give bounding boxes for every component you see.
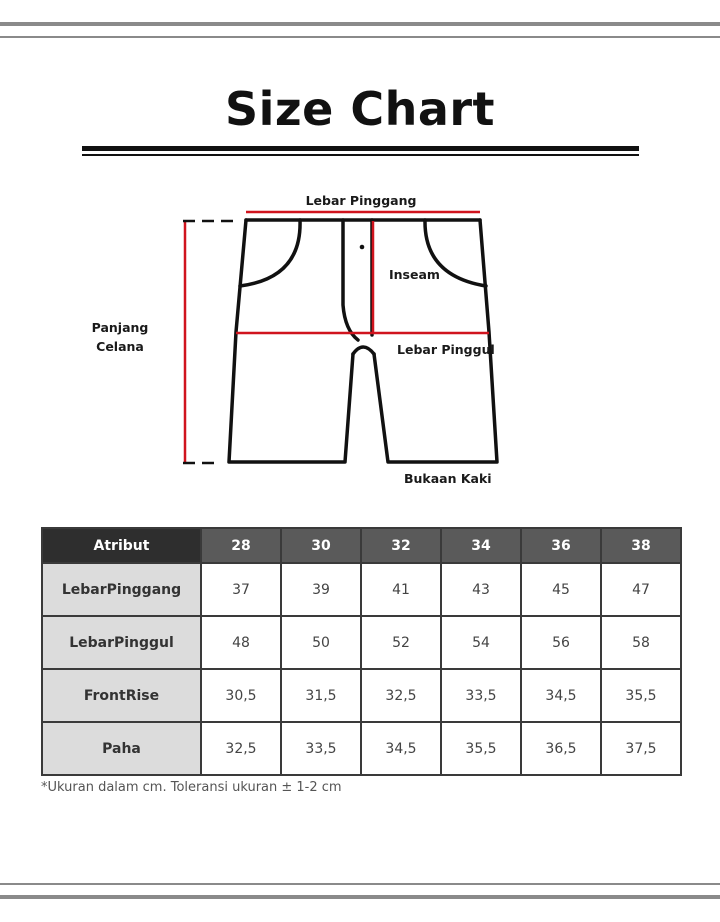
table-cell: 56 bbox=[521, 616, 601, 669]
bottom-border-line-thin bbox=[0, 883, 720, 885]
shorts-outline bbox=[229, 220, 497, 462]
button-dot bbox=[360, 245, 365, 250]
table-row bbox=[42, 563, 681, 616]
table-cell: 50 bbox=[281, 616, 361, 669]
table-cell: 33,5 bbox=[281, 722, 361, 775]
title-rule-thick bbox=[82, 146, 639, 151]
size-note: *Ukuran dalam cm. Toleransi ukuran ± 1-2 cm bbox=[41, 780, 342, 795]
left-pocket bbox=[240, 220, 300, 286]
hip-width-label: Lebar Pinggul bbox=[397, 342, 495, 357]
size-header: 32 bbox=[361, 528, 441, 563]
fly-left bbox=[343, 220, 358, 340]
size-header: 34 bbox=[441, 528, 521, 563]
table-cell: 37 bbox=[201, 563, 281, 616]
table-cell: 32,5 bbox=[201, 722, 281, 775]
table-cell: 45 bbox=[521, 563, 601, 616]
table-cell: 52 bbox=[361, 616, 441, 669]
table-cell: 41 bbox=[361, 563, 441, 616]
waist-width-label: Lebar Pinggang bbox=[305, 193, 417, 208]
row-label: LebarPinggang bbox=[42, 563, 201, 616]
row-label: FrontRise bbox=[42, 669, 201, 722]
size-table bbox=[41, 527, 682, 776]
table-cell: 33,5 bbox=[441, 669, 521, 722]
shorts-diagram bbox=[0, 180, 720, 500]
table-cell: 48 bbox=[201, 616, 281, 669]
size-header: 38 bbox=[601, 528, 681, 563]
title-rule-thin bbox=[82, 154, 639, 156]
page-title: Size Chart bbox=[224, 82, 496, 136]
table-header-row bbox=[42, 528, 681, 563]
table-row bbox=[42, 722, 681, 775]
leg-opening-label: Bukaan Kaki bbox=[404, 471, 492, 486]
bottom-border-line bbox=[0, 895, 720, 899]
size-header: 28 bbox=[201, 528, 281, 563]
length-guides bbox=[183, 221, 233, 463]
table-cell: 43 bbox=[441, 563, 521, 616]
table-cell: 30,5 bbox=[201, 669, 281, 722]
table-cell: 32,5 bbox=[361, 669, 441, 722]
table-cell: 47 bbox=[601, 563, 681, 616]
table-cell: 31,5 bbox=[281, 669, 361, 722]
table-cell: 37,5 bbox=[601, 722, 681, 775]
table-cell: 58 bbox=[601, 616, 681, 669]
table-cell: 35,5 bbox=[601, 669, 681, 722]
table-row bbox=[42, 616, 681, 669]
table-cell: 34,5 bbox=[361, 722, 441, 775]
table-cell: 36,5 bbox=[521, 722, 601, 775]
table-cell: 54 bbox=[441, 616, 521, 669]
attribute-header: Atribut bbox=[42, 528, 201, 563]
size-header: 36 bbox=[521, 528, 601, 563]
crotch-seam bbox=[353, 347, 374, 354]
size-header: 30 bbox=[281, 528, 361, 563]
table-cell: 35,5 bbox=[441, 722, 521, 775]
top-border-line bbox=[0, 22, 720, 26]
pants-length-label-1: Panjang bbox=[91, 320, 149, 335]
pants-length-label-2: Celana bbox=[96, 339, 144, 354]
inseam-label: Inseam bbox=[389, 267, 440, 282]
table-cell: 34,5 bbox=[521, 669, 601, 722]
row-label: Paha bbox=[42, 722, 201, 775]
table-cell: 39 bbox=[281, 563, 361, 616]
table-row bbox=[42, 669, 681, 722]
top-border-line-thin bbox=[0, 36, 720, 38]
row-label: LebarPinggul bbox=[42, 616, 201, 669]
